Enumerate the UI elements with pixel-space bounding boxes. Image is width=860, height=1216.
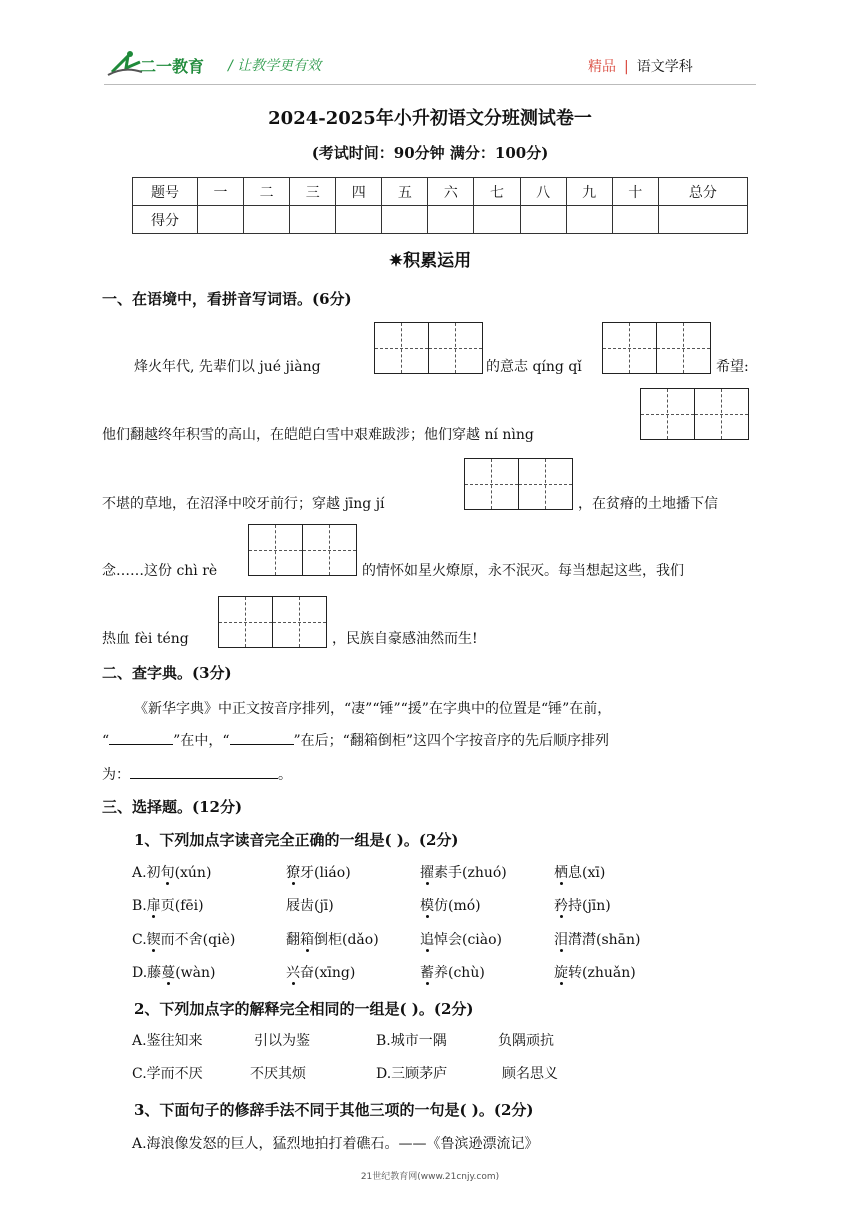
sub-question-2: 2、下列加点字的解释完全相同的一组是( )。(2分) [134,1000,474,1018]
text-line: 的情怀如星火燎原，永不泯灭。每当想起这些，我们 [362,563,684,579]
option-a[interactable]: A.海浪像发怒的巨人，猛烈地拍打着礁石。——《鲁滨逊漂流记》 [132,1136,539,1152]
table-cell: 八 [520,178,566,206]
score-input-cell[interactable] [290,206,336,234]
table-cell: 三 [290,178,336,206]
table-cell: 六 [428,178,474,206]
table-cell: 五 [382,178,428,206]
option-item: 追悼会(ciào) [420,932,503,948]
subject-tag: 语文学科 [636,59,693,75]
footer: 21世纪教育网(www.21cnjy.com) [360,1172,500,1182]
option-d[interactable]: D.藤蔓(wàn) [132,965,216,981]
option-d[interactable]: D.三顾茅庐 [376,1066,448,1082]
score-input-cell[interactable] [658,206,747,234]
text-line: 热血 fèi téng [102,631,189,647]
score-input-cell[interactable] [336,206,382,234]
table-cell: 一 [198,178,244,206]
text-line: 不堪的草地，在沼泽中咬牙前行；穿越 jīng jí [102,496,385,512]
option-a[interactable]: A.鉴往知来 [132,1033,203,1049]
pinyin-box[interactable] [602,322,711,374]
option-a[interactable]: A.初旬(xún) [132,865,212,881]
text-line: 的意志 qíng qǐ [486,359,582,375]
text-line: 念……这份 chì rè [102,563,218,579]
text-line: 他们翻越终年积雪的高山，在皑皑白雪中艰难跋涉；他们穿越 ní nìng [102,427,534,443]
option-b-2: 负隅顽抗 [498,1033,554,1049]
text-line: 《新华字典》中正文按音序排列，“凄”“锤”“援”在字典中的位置是“锤”在前， [134,701,612,717]
table-cell: 九 [566,178,612,206]
score-input-cell[interactable] [428,206,474,234]
option-item: 泪潸潸(shān) [554,932,641,948]
table-cell: 得分 [133,206,198,234]
sub-question-3: 3、下面句子的修辞手法不同于其他三项的一句是( )。(2分) [134,1101,534,1119]
table-cell: 七 [474,178,520,206]
text-line: ，在贫瘠的土地播下信 [578,496,718,512]
pinyin-box[interactable] [374,322,483,374]
option-item: 兴奋(xīng) [286,965,356,981]
question-3-title: 三、选择题。(12分) [102,798,243,816]
option-c[interactable]: C.学而不厌 [132,1066,203,1082]
option-item: 旋转(zhuǎn) [554,965,636,981]
option-item: 栖息(xī) [554,865,606,881]
score-input-cell[interactable] [198,206,244,234]
score-input-cell[interactable] [474,206,520,234]
question-1-title: 一、在语境中，看拼音写词语。(6分) [102,290,352,308]
option-item: 獠牙(liáo) [286,865,351,881]
option-d-2: 顾名思义 [502,1066,558,1082]
option-item: 翻箱倒柜(dǎo) [286,932,379,948]
option-item: 矜持(jīn) [554,898,611,914]
header-right: 精品 | 语文学科 [588,59,693,75]
table-cell: 题号 [133,178,198,206]
text-line: “ ”在中，“ ”在后；“翻箱倒柜”这四个字按音序的先后顺序排列 [102,730,609,750]
page-title: 2024-2025年小升初语文分班测试卷一 [268,108,592,129]
header-divider [104,84,756,85]
option-item: 模仿(mó) [420,898,481,914]
table-cell: 二 [244,178,290,206]
section-heading: ✷积累运用 [388,251,472,271]
option-c[interactable]: C.锲而不舍(qiè) [132,932,236,948]
answer-blank[interactable] [130,764,278,779]
pinyin-box[interactable] [248,524,357,576]
answer-blank[interactable] [109,730,173,745]
score-input-cell[interactable] [520,206,566,234]
table-row [133,206,748,234]
option-b[interactable]: B.扉页(fēi) [132,898,204,914]
slogan: / 让教学更有效 [228,58,322,74]
brand-name: 二一教育 [140,57,205,76]
table-row [133,178,748,206]
table-cell: 总分 [658,178,747,206]
option-item: 蓄养(chù) [420,965,485,981]
option-c-2: 不厌其烦 [250,1066,306,1082]
score-input-cell[interactable] [382,206,428,234]
question-2-title: 二、查字典。(3分) [102,664,232,682]
pinyin-box[interactable] [640,388,749,440]
score-input-cell[interactable] [566,206,612,234]
text-line: ，民族自豪感油然而生! [332,631,478,647]
option-a-2: 引以为鉴 [254,1033,310,1049]
text-line: 希望: [716,359,749,375]
exam-info: (考试时间：90分钟 满分：100分) [311,144,549,162]
table-cell: 四 [336,178,382,206]
score-input-cell[interactable] [612,206,658,234]
table-cell: 十 [612,178,658,206]
score-input-cell[interactable] [244,206,290,234]
quality-tag: 精品 [588,59,616,75]
answer-blank[interactable] [230,730,294,745]
option-item: 擢素手(zhuó) [420,865,507,881]
sub-question-1: 1、下列加点字读音完全正确的一组是( )。(2分) [134,831,459,849]
text-line: 烽火年代, 先辈们以 jué jiàng [134,359,321,375]
score-table [132,177,748,234]
option-item: 屐齿(jī) [286,898,334,914]
pinyin-box[interactable] [218,596,327,648]
text-line: 为： 。 [102,764,292,784]
pinyin-box[interactable] [464,458,573,510]
option-b[interactable]: B.城市一隅 [376,1033,447,1049]
